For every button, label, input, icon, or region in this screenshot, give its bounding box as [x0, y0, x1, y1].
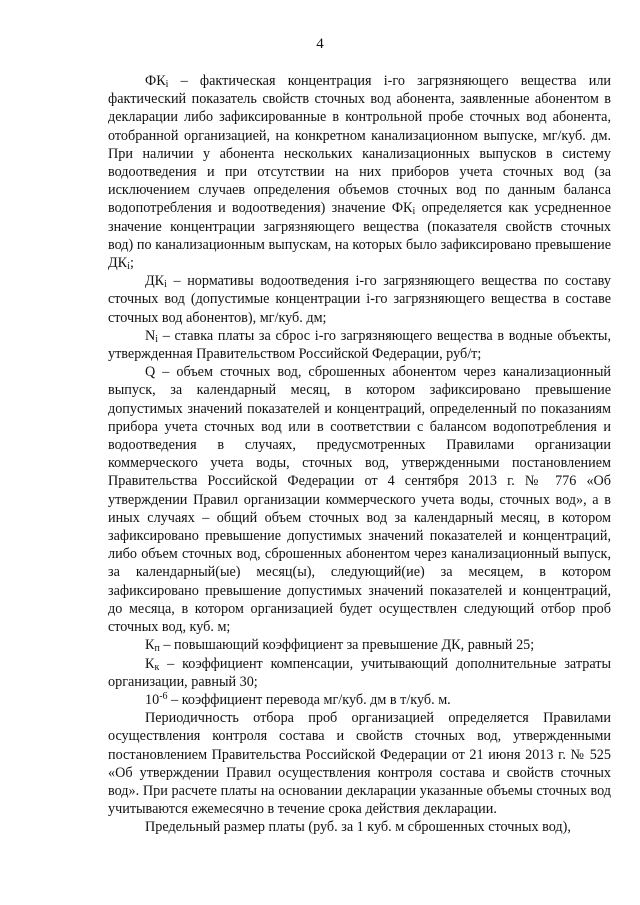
definition-text: – коэффициент компенсации, учитывающий дополнительные затраты организации, равный 30; — [108, 655, 611, 690]
definition-text: ; — [129, 255, 134, 272]
page-number: 4 — [316, 36, 324, 52]
symbol-k: К — [145, 655, 155, 672]
symbol-n: N — [145, 327, 156, 344]
paragraph-dk-definition — [108, 272, 611, 327]
paragraph-kk-definition — [108, 655, 611, 691]
definition-text: определяется как усредненное значение концентрации загрязняющего вещества (показателя свойств сточных вод) по канализационным выпускам, на которых было зафиксировано превышение — [108, 200, 611, 253]
subscript: к — [154, 661, 160, 673]
symbol-fk: ФК — [391, 200, 413, 217]
subscript: i — [127, 261, 130, 273]
definition-text: – повышающий коэффициент за превышение ДК, равный 25; — [159, 637, 535, 654]
paragraph-sampling-periodicity: Периодичность отбора проб организацией определяется Правилами осуществления контроля состава и свойств сточных вод, утвержденными постановлением Правительства Российской Федерации от 21 июня 2013 г. № 525 «Об утверждении Правил осуществления контроля состава и свойств сточных вод». При расчете платы на основании декларации указанные объемы сточных вод учитываются ежемесячно в течение срока действия декларации. — [108, 710, 611, 818]
paragraph-fk-definition — [108, 72, 611, 272]
symbol-dk: ДК — [108, 255, 128, 272]
subscript: i — [412, 206, 416, 218]
symbol-k: К — [145, 637, 155, 654]
paragraph-kp-definition — [108, 636, 611, 654]
conversion-base: 10 — [145, 691, 160, 708]
subscript: i — [155, 333, 159, 345]
symbol-dk: ДК — [145, 273, 165, 290]
superscript: -6 — [159, 690, 168, 702]
subscript: i — [164, 279, 167, 291]
paragraph-payment-limit: Предельный размер платы (руб. за 1 куб. м сброшенных сточных вод), — [145, 819, 571, 836]
paragraph-q-definition: Q – объем сточных вод, сброшенных абонентом через канализационный выпуск, за календарный месяц, в котором зафиксировано превышение допустимых значений показателей и концентраций, определенный по показаниям прибора учета сточных вод или в соответствии с балансом водопотребления и водоотведения в случаях, предусмотренных Правилами организации коммерческого учета воды, сточных вод, утвержденными постановлением Правительства Российской Федерации от 4 сентября 2013 г. № 776 «Об утверждении Правил организации коммерческого учета воды, сточных вод», а в иных случаях – общий объем сточных вод за календарный месяц, в котором зафиксировано превышение допустимых значений показателей и концентраций, либо объем сточных вод, сброшенных абонентом через канализационный выпуск, за календарный(ые) месяц(ы), следующий(ие) за месяцем, в котором зафиксировано превышение допустимых значений показателей и концентраций, до месяца, в котором организацией будет осуществлен следующий отбор проб сточных вод, куб. м; — [108, 364, 611, 636]
definition-text: – фактическая концентрация i-го загрязняющего вещества или фактический показатель свойств сточных вод абонента, заявленные абонентом в декларации либо зафиксированные в контрольной пробе сточных вод абонента, отобранной организацией, на конкретном канализационном выпуске, мг/куб. дм. При наличии у абонента нескольких канализационных выпусков в систему водоотведения и при отсутствии на них приборов учета сточных вод (за исключением случаев определения объемов сточных вод по данным баланса водопотребления и водоотведения) значение — [108, 73, 611, 217]
document-body — [108, 72, 611, 837]
subscript: i — [165, 79, 169, 90]
paragraph-conversion-factor — [108, 691, 611, 709]
definition-text: – коэффициент перевода мг/куб. дм в т/куб. м. — [167, 691, 451, 708]
definition-text: – нормативы водоотведения i-го загрязняющего вещества по составу сточных вод (допустимые концентрации i-го загрязняющего вещества в составе сточных вод абонентов), мг/куб. дм; — [108, 273, 611, 326]
symbol-fk: ФК — [145, 73, 166, 89]
subscript: п — [154, 643, 160, 655]
paragraph-n-definition — [108, 327, 611, 363]
definition-text: – ставка платы за сброс i-го загрязняющего вещества в водные объекты, утвержденная Правительством Российской Федерации, руб/т; — [108, 327, 611, 363]
